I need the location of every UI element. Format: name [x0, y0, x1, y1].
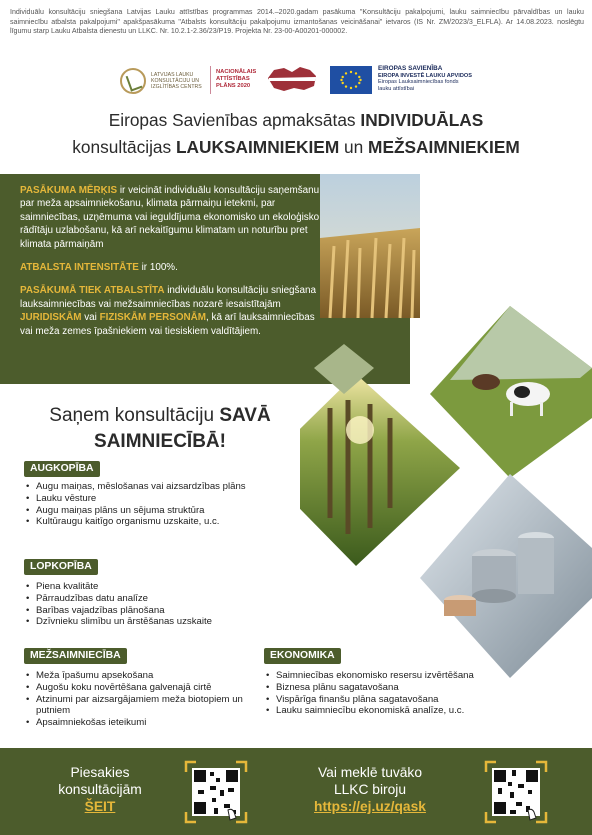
forest-photo [300, 374, 460, 566]
list-item: • Lauku saimniecību ekonomiskā analīze, u.c. [264, 705, 504, 717]
cta-heading [20, 403, 300, 455]
list-item: • Meža īpašumu apsekošana [24, 670, 254, 682]
signup-link[interactable]: ŠEIT [84, 799, 116, 814]
list-item: • Pārraudzības datu analīze [24, 593, 284, 605]
eu-line4: lauku attīstībai [378, 85, 415, 92]
signup-line2: konsultācijām [58, 782, 142, 797]
cta-part: Saņem konsultāciju [49, 405, 220, 426]
wheat-field-photo [320, 174, 420, 318]
supported-text: , kā arī lauksaimniecības vai meža zemes īpašniekiem vai tiesiskiem valdītājiem. [20, 312, 315, 337]
llkc-logo-text: LATVIJAS LAUKU KONSULTĀCIJU UN IZGLĪTĪBAS CENTRS [151, 71, 202, 91]
natural-persons: FIZISKĀM PERSONĀM [99, 312, 207, 324]
list-item: • Atzinumi par aizsargājamiem meža biotopiem un putniem [24, 694, 254, 718]
cow-pasture-photo [430, 306, 592, 478]
photo-gallery [300, 168, 592, 688]
intensity-label: ATBALSTA INTENSITĀTE [20, 262, 139, 274]
list-item: • Vispārīga finanšu plāna sagatavošana [264, 694, 504, 706]
goal-label: PASĀKUMA MĒRĶIS [20, 185, 118, 196]
coins-photo [420, 474, 592, 678]
office-line2: LLKC biroju [333, 782, 407, 797]
goal-text: ir veicināt individuālu konsultāciju saņemšanu par meža apsaimniekošanu, klimata pārmaiņu ietekmi, par saimniecības, uzņēmuma vai ieguldījuma ekonomisko un ekoloģisko rādītāju uzlabošanu, kā arī nekaitīgumu klimatam un noturību pret klimata pārmaiņām [20, 185, 320, 250]
title-part: un [339, 137, 369, 157]
list-item: • Barības vajadzības plānošana [24, 605, 284, 617]
eu-flag-icon [330, 66, 372, 94]
list-item: • Biznesa plānu sagatavošana [264, 682, 504, 694]
augkopiba-list [24, 481, 264, 528]
mezsaimnieciba-label: MEŽSAIMNIECĪBA [24, 648, 127, 664]
list-item: • Saimniecības ekonomisko resersu izvērtēšana [264, 670, 504, 682]
eu-line2: EIROPA INVESTĒ LAUKU APVIDOS [378, 72, 472, 79]
mezsaimnieciba-list [24, 670, 254, 729]
eu-line3: Eiropas Lauksaimniecības fonds [378, 79, 459, 86]
footer-band [0, 748, 592, 835]
intensity-text: ir 100%. [138, 262, 178, 274]
llkc-logo [120, 68, 217, 94]
title-emphasis: MEŽSAIMNIEKIEM [368, 137, 520, 157]
logo-row [0, 58, 592, 102]
ekonomika-label: EKONOMIKA [264, 648, 341, 664]
cta-emphasis: SAIMNIECĪBĀ! [94, 431, 226, 452]
list-item: • Piena kvalitāte [24, 581, 284, 593]
supported-label: PASĀKUMĀ TIEK ATBALSTĪTA [20, 285, 165, 297]
list-item: • Augu maiņas, mēslošanas vai aizsardzības plāns [24, 481, 264, 493]
lopkopiba-label: LOPKOPĪBA [24, 559, 98, 575]
list-item: • Augošu koku novērtēšana galvenajā cirtē [24, 682, 254, 694]
qr-code-office-icon[interactable] [484, 760, 548, 824]
latvia-flag-map-icon [266, 64, 318, 94]
eu-title: EIROPAS SAVIENĪBA [378, 65, 443, 72]
eu-logo-text [378, 66, 498, 92]
list-item: • Lauku vēsture [24, 493, 264, 505]
list-item: • Augu maiņas plāns un sējuma struktūra [24, 505, 264, 517]
funding-note: Individuālu konsultāciju sniegšana Latvijas Lauku attīstības programmas 2014.–2020.gadam pasākuma "Konsultāciju pakalpojumi, lauku saimniecību pārvaldības un lauku saimniecību atbalsta pakalpojumi" apakšpasākuma "Atbalsts konsultāciju pakalpojumu izmantošanas veicināšanai" ietvaros (IS Nr. ZM/2023/3_ELFLA). Ar 14.08.2023. noslēgtu līgumu starp Lauku Atbalsta dienestu un LLKC. Nr. 10.2.1-2.36/23/P19. Projekta Nr. 23-00-A00201-000002. [10, 8, 584, 36]
list-item: • Dzīvnieku slimību un ārstēšanas uzskaite [24, 616, 284, 628]
title-part: Eiropas Savienības apmaksātas [108, 110, 361, 130]
list-item: • Apsaimniekošas ieteikumi [24, 717, 254, 729]
title-emphasis: INDIVIDUĀLAS [360, 110, 484, 130]
office-link[interactable]: https://ej.uz/qask [314, 799, 426, 814]
nap-line3: PLĀNS 2020 [216, 82, 251, 89]
office-line1: Vai meklē tuvāko [317, 765, 423, 780]
supported-text: vai [81, 312, 100, 324]
augkopiba-label: AUGKOPĪBA [24, 461, 100, 477]
nap2020-logo [210, 66, 258, 94]
qr-code-signup-icon[interactable] [184, 760, 248, 824]
intro-text [20, 184, 320, 348]
llkc-emblem-icon [120, 68, 146, 94]
signup-line1: Piesakies [70, 765, 130, 780]
nap-line2: ATTĪSTĪBAS [216, 75, 250, 82]
title-emphasis: LAUKSAIMNIEKIEM [176, 137, 340, 157]
ekonomika-list [264, 670, 504, 717]
supported-text: individuālu konsultāciju sniegšana lauksaimniecības vai mežsaimniecības nozarē iesaistītajām [20, 285, 316, 310]
legal-persons: JURIDISKĀM [20, 312, 82, 324]
signup-text [30, 764, 170, 815]
page-title [0, 107, 592, 161]
title-part: konsultācijas [72, 137, 176, 157]
office-text [290, 764, 450, 815]
list-item: • Kultūraugu kaitīgo organismu uzskaite, u.c. [24, 516, 264, 528]
cta-emphasis: SAVĀ [219, 405, 271, 426]
lopkopiba-list [24, 581, 284, 628]
nap-line1: NACIONĀLAIS [216, 69, 257, 75]
